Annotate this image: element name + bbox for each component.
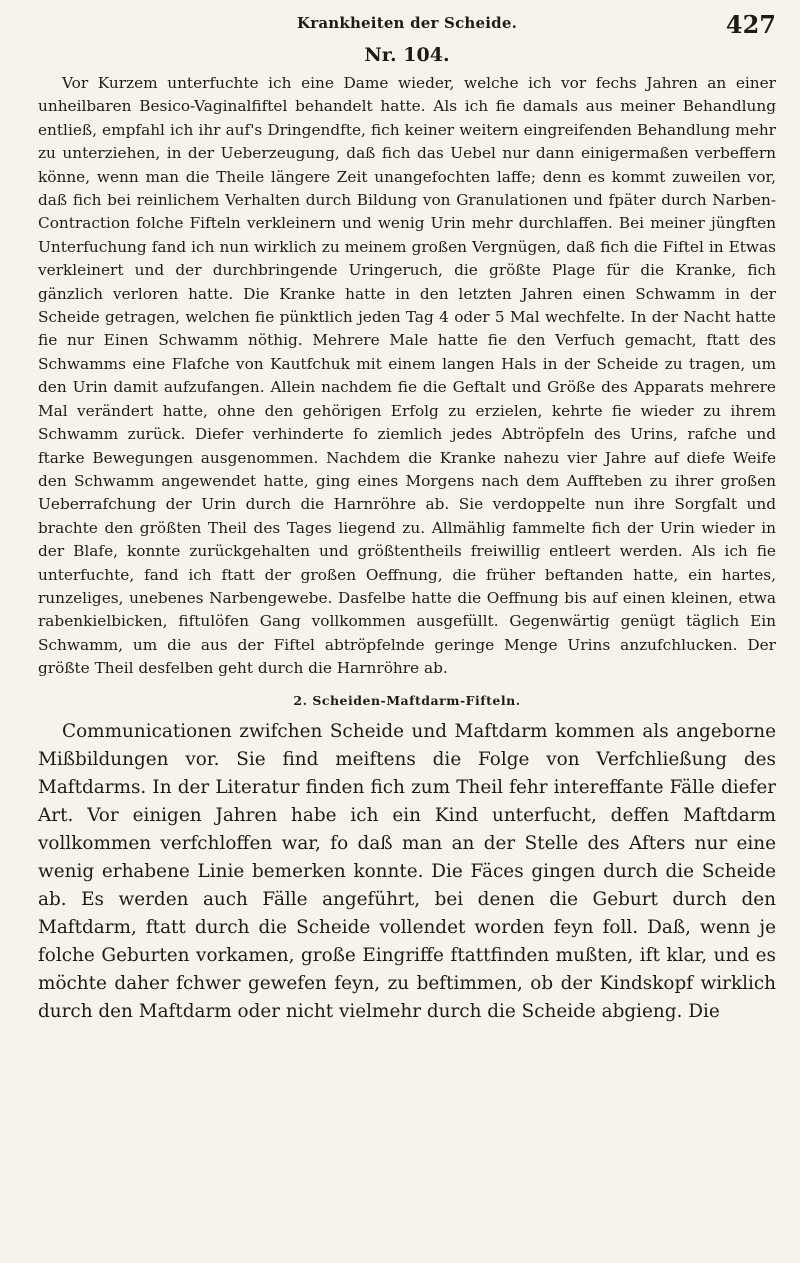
case-title: Nr. 104. (364, 44, 450, 66)
section-heading: 2. Scheiden-Maftdarm-Fifteln. (293, 692, 521, 708)
running-title: Krankheiten der Scheide. (296, 14, 518, 32)
page-header (38, 10, 776, 44)
page-number: 427 (725, 10, 776, 39)
case-paragraph: Vor Kurzem unterfuchte ich eine Dame wieder, welche ich vor fechs Jahren an einer unheilbaren Besico-Vaginalfiftel behandelt hatte. Als ich fie damals aus meiner Behandlung entließ, empfahl ich ihr auf's Dringendfte, fich keiner weitern eingreifenden Behandlung mehr zu unterziehen, in der Ueberzeugung, daß fich das Uebel nur dann einigermaßen verbeffern könne, wenn man die Theile längere Zeit unangefochten laffe; denn es kommt zuweilen vor, daß fich bei reinlichem Verhalten durch Bildung von Granulationen und fpäter durch Narben-Contraction folche Fifteln verkleinern und wenig Urin mehr durchlaffen. Bei meiner jüngften Unterfuchung fand ich nun wirklich zu meinem großen Vergnügen, daß fich die Fiftel in Etwas verkleinert und der durchbringende Uringeruch, die größte Plage für die Kranke, fich gänzlich verloren hatte. Die Kranke hatte in den letzten Jahren einen Schwamm in der Scheide getragen, welchen fie pünktlich jeden Tag 4 oder 5 Mal wechfelte. In der Nacht hatte fie nur Einen Schwamm nöthig. Mehrere Male hatte fie den Verfuch gemacht, ftatt des Schwamms eine Flafche von Kautfchuk mit einem langen Hals in der Scheide zu tragen, um den Urin damit aufzufangen. Allein nachdem fie die Geftalt und Größe des Apparats mehrere Mal verändert hatte, ohne den gehörigen Erfolg zu erzielen, kehrte fie wieder zu ihrem Schwamm zurück. Diefer verhinderte fo ziemlich jedes Abtröpfeln des Urins, rafche und ftarke Bewegungen ausgenommen. Nachdem die Kranke nahezu vier Jahre auf diefe Weife den Schwamm angewendet hatte, ging eines Morgens nach dem Auffteben zu ihrer großen Ueberrafchung der Urin durch die Harnröhre ab. Sie verdoppelte nun ihre Sorgfalt und brachte den größten Theil des Tages liegend zu. Allmählig fammelte fich der Urin wieder in der Blafe, konnte zurückgehalten und größtentheils freiwillig entleert werden. Als ich fie unterfuchte, fand ich ftatt der großen Oeffnung, die früher beftanden hatte, ein hartes, runzeliges, unebenes Narbengewebe. Dasfelbe hatte die Oeffnung bis auf einen kleinen, etwa rabenkielbicken, fiftulöfen Gang vollkommen ausgefüllt. Gegenwärtig genügt täglich Ein Schwamm, um die aus der Fiftel abtröpfelnde geringe Menge Urins anzufchlucken. Der größte Theil desfelben geht durch die Harnröhre ab. (38, 74, 776, 678)
section-paragraph: Communicationen zwifchen Scheide und Maftdarm kommen als angeborne Mißbildungen vor. Sie find meiftens die Folge von Verfchließung des Maftdarms. In der Literatur finden fich zum Theil fehr intereffante Fälle diefer Art. Vor einigen Jahren habe ich ein Kind unterfucht, deffen Maftdarm vollkommen verfchloffen war, fo daß man an der Stelle des Afters nur eine wenig erhabene Linie bemerken konnte. Die Fäces gingen durch die Scheide ab. Es werden auch Fälle angeführt, bei denen die Geburt durch den Maftdarm, ftatt durch die Scheide vollendet worden feyn foll. Daß, wenn je folche Geburten vorkamen, große Eingriffe ftattfinden mußten, ift klar, und es möchte daher fchwer gewefen feyn, zu beftimmen, ob der Kindskopf wirklich durch den Maftdarm oder nicht vielmehr durch die Scheide abgieng. Die (38, 720, 776, 1022)
book-page (38, 10, 776, 1026)
